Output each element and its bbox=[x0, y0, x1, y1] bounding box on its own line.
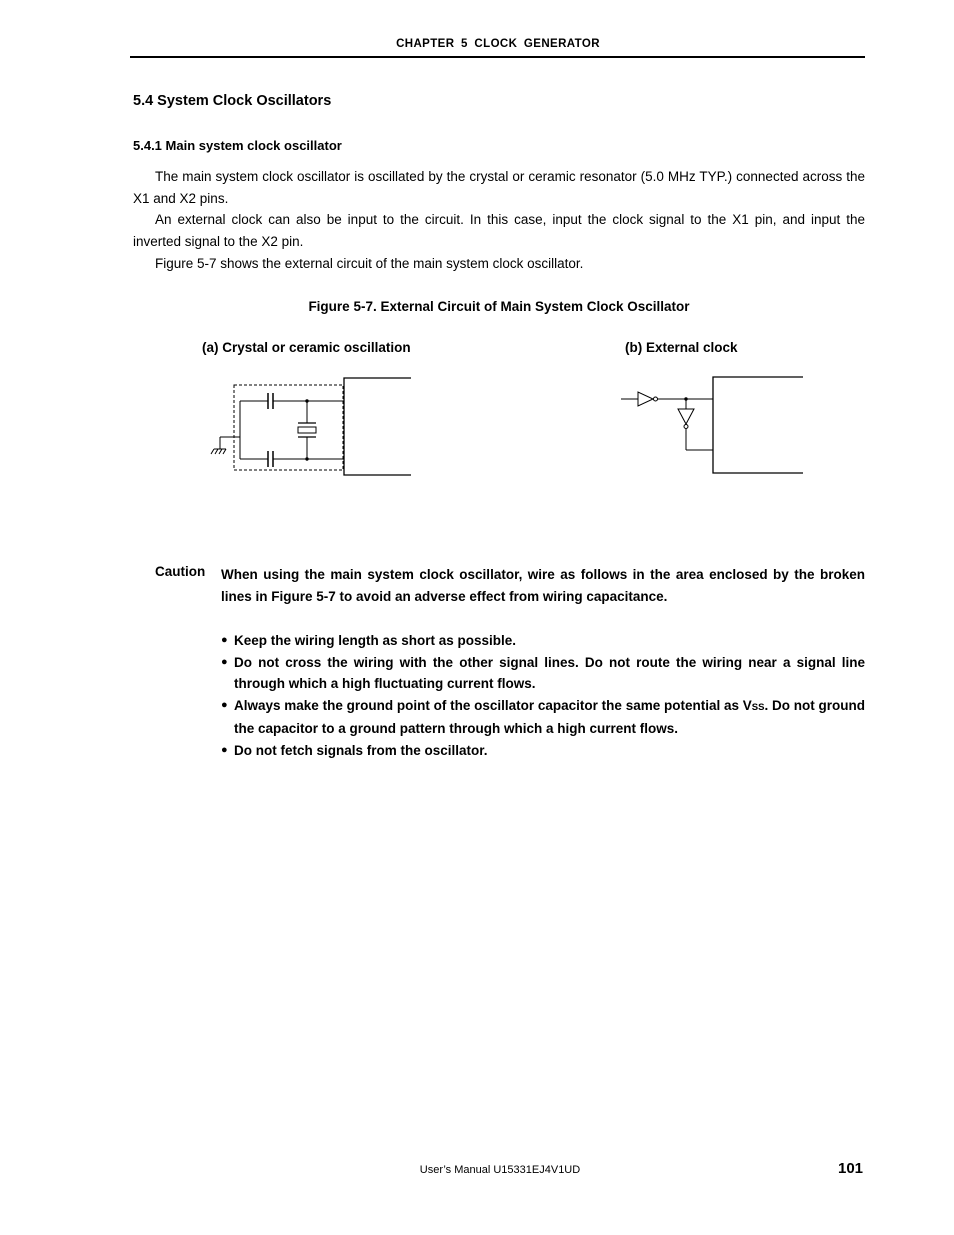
inverter-symbol bbox=[678, 409, 694, 424]
list-item: ● Always make the ground point of the oscillator capacitor the same potential as VSS. Do not ground the capacitor to a ground pattern through which a high current flows. bbox=[221, 695, 865, 740]
figure-subcaption-b: (b) External clock bbox=[625, 340, 738, 355]
dashed-enclosure bbox=[234, 385, 343, 470]
figure-caption: Figure 5-7. External Circuit of Main System Clock Oscillator bbox=[308, 299, 690, 314]
crystal-body bbox=[298, 427, 316, 433]
running-header: CHAPTER 5 CLOCK GENERATOR bbox=[396, 38, 600, 50]
caution-text: When using the main system clock oscillator, wire as follows in the area enclosed by the broken lines in Figure 5-7 to avoid an adverse effect from wiring capacitance. bbox=[221, 567, 865, 604]
list-item: ● Do not fetch signals from the oscillator. bbox=[221, 740, 865, 762]
bullet-icon: ● bbox=[221, 743, 228, 756]
caution-bullet-list bbox=[221, 630, 865, 761]
bullet-icon: ● bbox=[221, 655, 228, 668]
external-clock-circuit bbox=[621, 377, 803, 473]
crystal-oscillation-circuit bbox=[211, 378, 411, 475]
paragraph-2: An external clock can also be input to the circuit. In this case, input the clock signal to the X1 pin, and input the inverted signal to the X2 pin. bbox=[133, 212, 865, 249]
section-title: 5.4 System Clock Oscillators bbox=[133, 93, 332, 109]
chip-body-b bbox=[713, 377, 803, 473]
footer-manual: User’s Manual U15331EJ4V1UD bbox=[419, 1164, 581, 1176]
inverter-bubble bbox=[684, 425, 688, 429]
paragraph-1: The main system clock oscillator is oscillated by the crystal or ceramic resonator (5.0 MHz TYP.) connected across the X1 and X2 pins. bbox=[133, 169, 865, 206]
page-number: 101 bbox=[838, 1160, 864, 1177]
subsection-title: 5.4.1 Main system clock oscillator bbox=[133, 138, 342, 153]
list-item: ● Keep the wiring length as short as possible. bbox=[221, 630, 865, 652]
list-item: ● Do not cross the wiring with the other signal lines. Do not route the wiring near a signal line through which a high fluctuating current flows. bbox=[221, 652, 865, 695]
chip-body-a bbox=[344, 378, 411, 475]
inverter-bubble bbox=[654, 397, 658, 401]
paragraph-3: Figure 5-7 shows the external circuit of the main system clock oscillator. bbox=[155, 256, 584, 271]
caution-label: Caution bbox=[155, 564, 206, 579]
bullet-icon: ● bbox=[221, 634, 228, 646]
buffer-symbol bbox=[638, 392, 653, 406]
bullet-icon: ● bbox=[221, 698, 228, 711]
figure-subcaption-a: (a) Crystal or ceramic oscillation bbox=[202, 340, 411, 355]
vss-subscript: SS bbox=[751, 701, 765, 713]
